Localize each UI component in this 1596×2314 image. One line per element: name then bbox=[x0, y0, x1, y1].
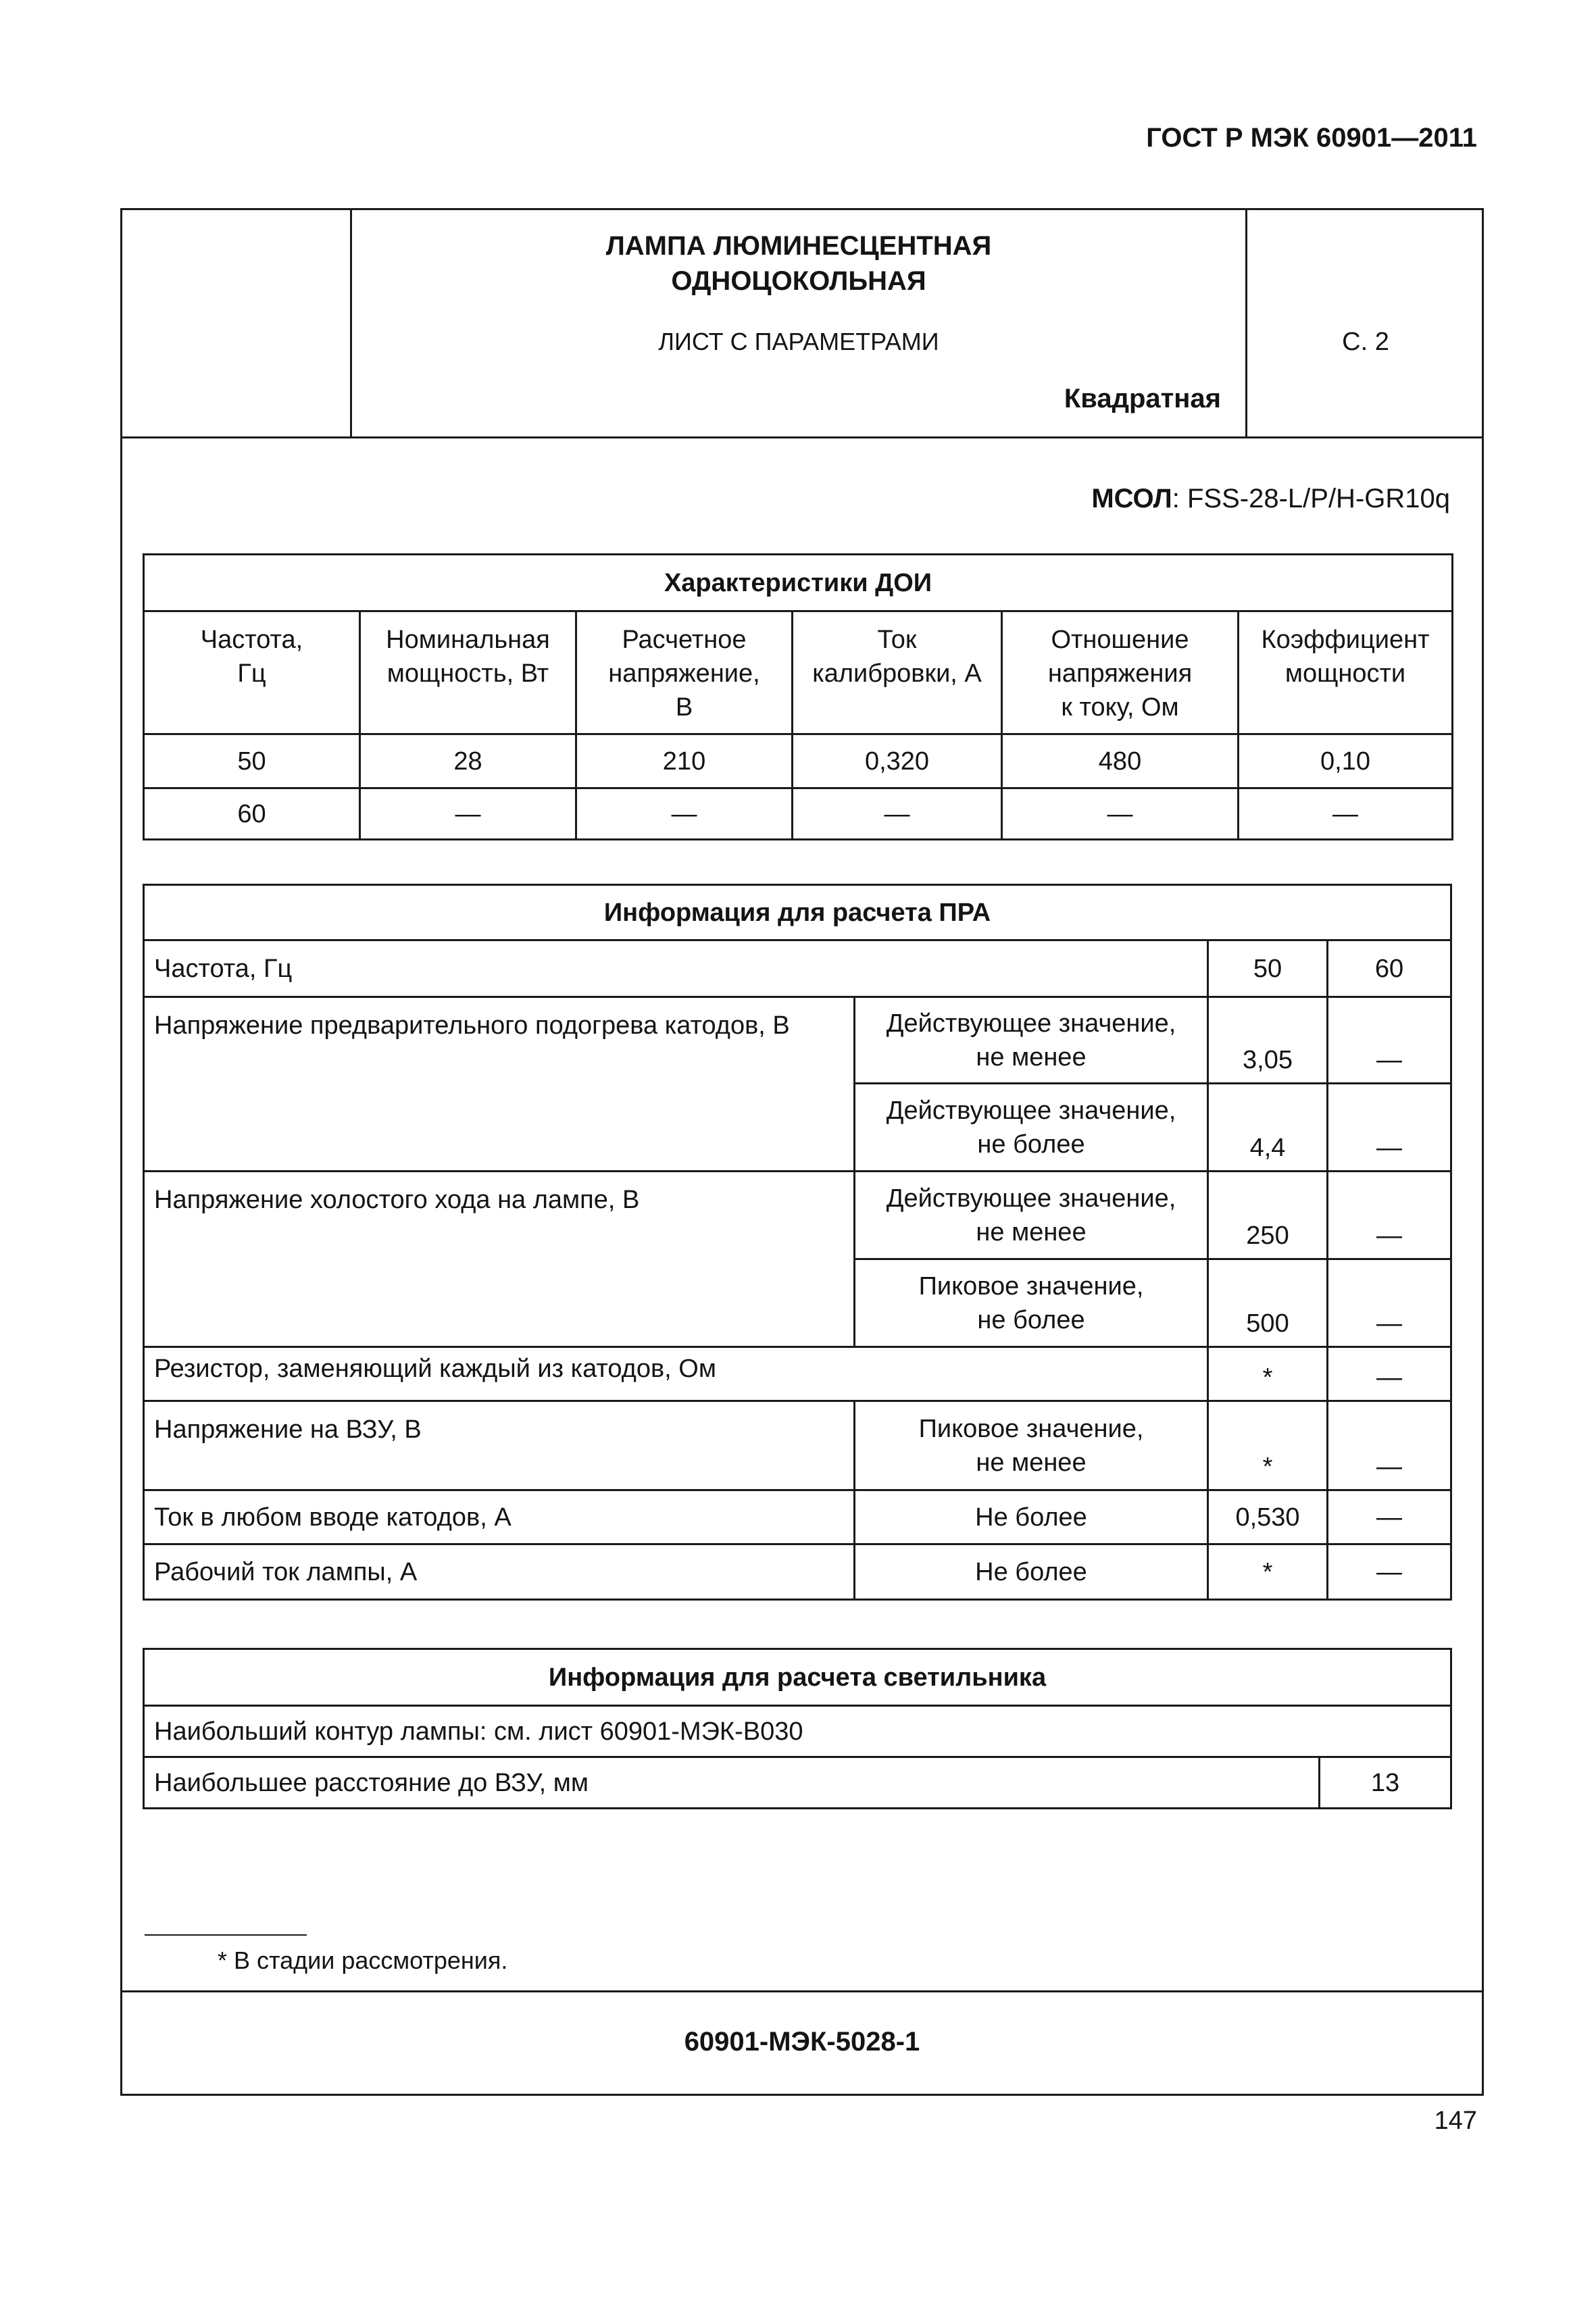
pra-preheat-label: Напряжение предварительного подогрева катодов, В bbox=[144, 997, 855, 1172]
pra-lamp-current-label: Рабочий ток лампы, А bbox=[144, 1544, 855, 1600]
pra-preheat-max-condition bbox=[855, 1084, 1208, 1172]
pra-ocv-min-condition bbox=[855, 1172, 1208, 1259]
pra-value: 4,4 bbox=[1208, 1084, 1328, 1172]
doi-cell: 28 bbox=[360, 734, 576, 788]
pra-value: 0,530 bbox=[1208, 1490, 1328, 1544]
doi-header-text: Гц bbox=[237, 659, 266, 688]
pra-frequency-label: Частота, Гц bbox=[144, 940, 1208, 997]
doi-cell: 50 bbox=[144, 734, 360, 788]
pra-value: * bbox=[1208, 1347, 1328, 1401]
pra-value: 3,05 bbox=[1208, 997, 1328, 1084]
lamp-shape: Квадратная bbox=[1064, 384, 1221, 413]
doi-cell: 60 bbox=[144, 788, 360, 840]
standard-number: ГОСТ Р МЭК 60901—2011 bbox=[1146, 123, 1477, 153]
doi-cell: — bbox=[360, 788, 576, 840]
pra-title: Информация для расчета ПРА bbox=[144, 885, 1451, 940]
doi-cell: — bbox=[576, 788, 793, 840]
doi-cell: 0,320 bbox=[793, 734, 1002, 788]
sheet-number: 60901-МЭК-5028-1 bbox=[684, 2027, 920, 2057]
doi-header-text: мощности bbox=[1285, 659, 1406, 688]
doi-title: Характеристики ДОИ bbox=[144, 555, 1453, 611]
condition-text: Действующее значение, bbox=[886, 1184, 1176, 1213]
luminaire-table bbox=[143, 1648, 1452, 1809]
doi-header-power-factor bbox=[1239, 611, 1453, 734]
pra-value: — bbox=[1328, 1172, 1451, 1259]
lamp-code-value: : FSS-28-L/P/H-GR10q bbox=[1172, 484, 1450, 513]
sheet-title-line2: ОДНОЦОКОЛЬНАЯ bbox=[671, 266, 926, 296]
pra-value: — bbox=[1328, 1259, 1451, 1347]
pra-table bbox=[143, 884, 1452, 1601]
doi-header-text: напряжение, bbox=[608, 659, 760, 688]
footnote: * В стадии рассмотрения. bbox=[218, 1946, 508, 1974]
condition-text: Пиковое значение, bbox=[918, 1414, 1144, 1443]
pra-ocv-peak-condition bbox=[855, 1259, 1208, 1347]
footnote-rule bbox=[145, 1934, 307, 1936]
doi-cell: 210 bbox=[576, 734, 793, 788]
doi-header-frequency bbox=[144, 611, 360, 734]
doi-header-text: Коэффициент bbox=[1261, 626, 1430, 654]
doi-header-ratio bbox=[1002, 611, 1239, 734]
luminaire-title: Информация для расчета светильника bbox=[144, 1649, 1451, 1706]
header-right-divider bbox=[1245, 208, 1247, 438]
pra-value: — bbox=[1328, 1490, 1451, 1544]
condition-text: не менее bbox=[976, 1042, 1087, 1072]
pra-frequency-50: 50 bbox=[1208, 940, 1328, 997]
pra-current-input-label: Ток в любом вводе катодов, А bbox=[144, 1490, 855, 1544]
lamp-code-label: МСОЛ bbox=[1091, 484, 1172, 513]
doi-header-text: В bbox=[675, 693, 693, 722]
pra-value: * bbox=[1208, 1544, 1328, 1600]
doi-table bbox=[143, 553, 1453, 840]
page-ref: С. 2 bbox=[1342, 328, 1389, 356]
doi-cell: — bbox=[793, 788, 1002, 840]
doi-header-text: напряжения bbox=[1047, 659, 1193, 688]
pra-frequency-60: 60 bbox=[1328, 940, 1451, 997]
condition-text: не более bbox=[977, 1305, 1085, 1334]
pra-ocv-label: Напряжение холостого хода на лампе, В bbox=[144, 1172, 855, 1347]
sheet-subtitle: ЛИСТ С ПАРАМЕТРАМИ bbox=[658, 328, 939, 355]
pra-vzu-condition bbox=[855, 1401, 1208, 1490]
condition-text: Действующее значение, bbox=[886, 1009, 1176, 1038]
doi-cell: — bbox=[1239, 788, 1453, 840]
pra-value: 500 bbox=[1208, 1259, 1328, 1347]
doi-header-power bbox=[360, 611, 576, 734]
condition-text: не более bbox=[977, 1130, 1085, 1159]
doi-row bbox=[144, 734, 1453, 788]
doi-header-text: Отношение bbox=[1051, 626, 1189, 654]
condition-text: Пиковое значение, bbox=[918, 1272, 1144, 1301]
condition-text: не менее bbox=[976, 1448, 1087, 1477]
sheet-title bbox=[352, 228, 1245, 299]
footer-divider bbox=[120, 1990, 1484, 1992]
pra-value: * bbox=[1208, 1401, 1328, 1490]
doi-header-text: Ток bbox=[877, 626, 917, 654]
pra-vzu-label: Напряжение на ВЗУ, В bbox=[144, 1401, 855, 1490]
pra-value: — bbox=[1328, 1401, 1451, 1490]
doi-header-current bbox=[793, 611, 1002, 734]
doi-header-voltage bbox=[576, 611, 793, 734]
condition-text: не менее bbox=[976, 1217, 1087, 1247]
pra-current-input-condition: Не более bbox=[855, 1490, 1208, 1544]
doi-header-text: калибровки, А bbox=[812, 659, 982, 688]
pra-value: — bbox=[1328, 1347, 1451, 1401]
luminaire-distance-label: Наибольшее расстояние до ВЗУ, мм bbox=[144, 1757, 1320, 1809]
pra-value: — bbox=[1328, 1544, 1451, 1600]
pra-value: — bbox=[1328, 997, 1451, 1084]
doi-cell: 480 bbox=[1002, 734, 1239, 788]
doi-cell: 0,10 bbox=[1239, 734, 1453, 788]
doi-header-text: Частота, bbox=[200, 626, 303, 654]
header-divider bbox=[120, 436, 1484, 438]
doi-header-text: Расчетное bbox=[622, 626, 747, 654]
luminaire-outline: Наибольший контур лампы: см. лист 60901-МЭК-В030 bbox=[144, 1706, 1451, 1757]
condition-text: Действующее значение, bbox=[886, 1096, 1176, 1125]
luminaire-distance-value: 13 bbox=[1320, 1757, 1451, 1809]
lamp-code bbox=[1091, 484, 1450, 514]
doi-header-text: к току, Ом bbox=[1061, 693, 1179, 722]
doi-row bbox=[144, 788, 1453, 840]
pra-lamp-current-condition: Не более bbox=[855, 1544, 1208, 1600]
doi-cell: — bbox=[1002, 788, 1239, 840]
pra-preheat-min-condition bbox=[855, 997, 1208, 1084]
pra-value: — bbox=[1328, 1084, 1451, 1172]
doi-header-text: мощность, Вт bbox=[386, 659, 549, 688]
pra-value: 250 bbox=[1208, 1172, 1328, 1259]
doi-header-text: Номинальная bbox=[386, 626, 550, 654]
page-number: 147 bbox=[1434, 2107, 1477, 2135]
sheet-title-line1: ЛАМПА ЛЮМИНЕСЦЕНТНАЯ bbox=[605, 231, 992, 261]
pra-resistor-label: Резистор, заменяющий каждый из катодов, Ом bbox=[144, 1347, 1208, 1401]
